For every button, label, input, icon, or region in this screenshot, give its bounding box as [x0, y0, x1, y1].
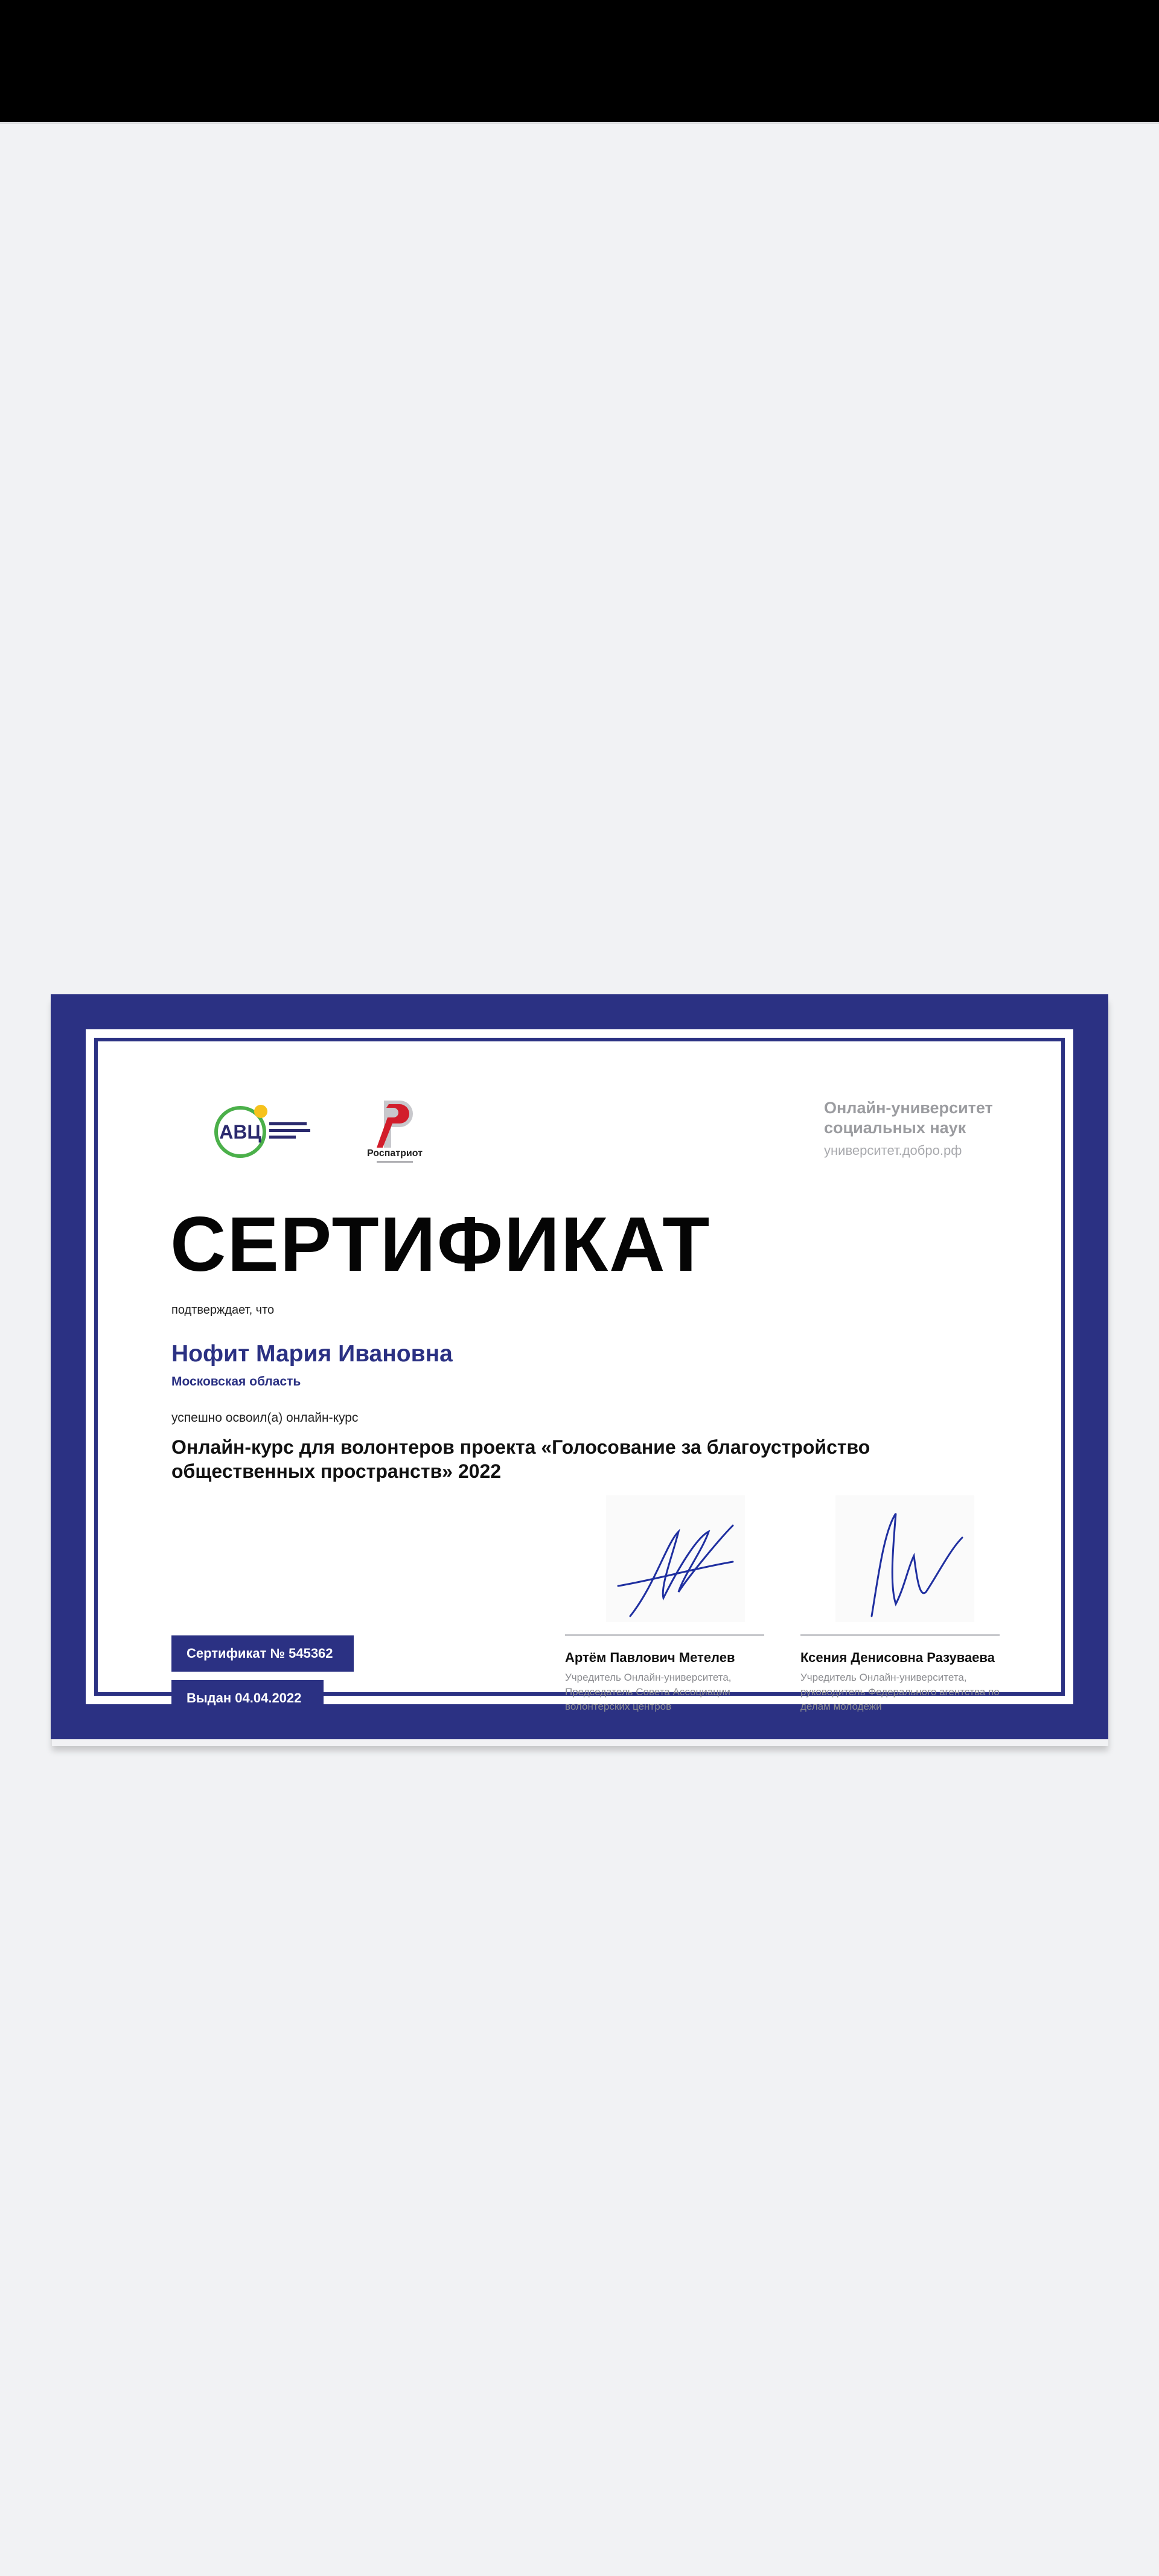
certificate	[51, 994, 1108, 1739]
svg-text:АВЦ: АВЦ	[219, 1121, 261, 1143]
signer-role-1: Учредитель Онлайн-университета, Председатель Совета Ассоциации волонтерских центров	[565, 1672, 732, 1712]
signature-2	[835, 1495, 974, 1622]
certificate-heading: СЕРТИФИКАТ	[170, 1201, 711, 1288]
svg-text:Роспатриот: Роспатриот	[367, 1148, 423, 1159]
signer-name-2: Ксения Денисовна Разуваева	[800, 1650, 995, 1665]
course-title: Онлайн-курс для волонтеров проекта «Голосование за благоустройство общественных пространств» 2022	[171, 1436, 870, 1482]
recipient-region: Московская область	[171, 1375, 301, 1389]
certificate-number-badge: Сертификат № 545362	[171, 1635, 354, 1672]
confirms-text: подтверждает, что	[171, 1303, 275, 1317]
signature-line-1	[565, 1634, 764, 1636]
avc-logo	[212, 1102, 321, 1162]
signature-line-2	[800, 1634, 1000, 1636]
certificate-sheet	[81, 1024, 1078, 1712]
signer-role-2: Учредитель Онлайн-университета, руководитель Федерального агентства по делам молодежи	[800, 1672, 1000, 1712]
top-bar	[0, 0, 1159, 122]
university-title: Онлайн-университет социальных наук	[824, 1099, 993, 1137]
signer-name-1: Артём Павлович Метелев	[565, 1650, 735, 1665]
signature-1	[606, 1495, 745, 1622]
completed-text: успешно освоил(а) онлайн-курс	[171, 1411, 359, 1425]
university-url: университет.добро.рф	[824, 1143, 962, 1158]
top-bar-edge	[0, 122, 1159, 124]
rospatriot-logo	[353, 1092, 437, 1171]
recipient-name: Нофит Мария Ивановна	[171, 1341, 453, 1367]
issue-date-badge: Выдан 04.04.2022	[171, 1680, 324, 1716]
